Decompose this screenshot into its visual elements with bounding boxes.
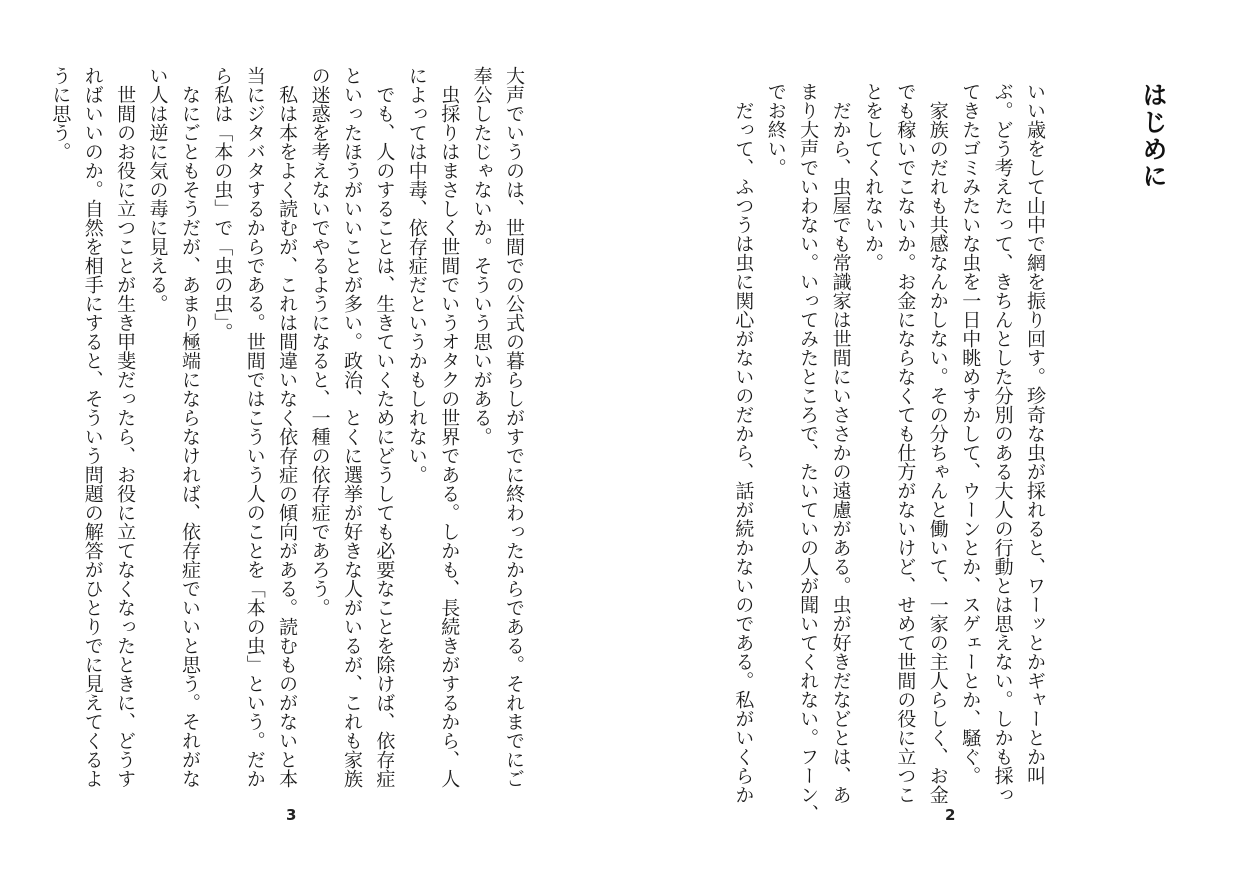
text-line: なにごともそうだが、あまり極端にならなければ、依存症でいいと思う。それがな: [178, 85, 201, 788]
text-line: ぶ。どう考えたって、きちんとした分別のある大人の行動とは思えない。しかも採っ: [991, 82, 1014, 804]
left-page-body: [44, 66, 530, 786]
right-page-body: [727, 82, 1051, 823]
text-line: でお終い。: [764, 82, 787, 177]
page-number-left: 3: [286, 806, 297, 824]
text-line: 私は本をよく読むが、これは間違いなく依存症の傾向がある。読むものがないと本: [276, 85, 299, 788]
text-line: といったほうがいいことが多い。政治、とくに選挙が好きな人がいるが、これも家族: [340, 66, 363, 788]
text-line: でも稼いでこないか。お金にならなくても仕方がないけど、せめて世間の役に立つこ: [894, 82, 917, 804]
text-line: だから、虫屋でも常識家は世間にいささかの遠慮がある。虫が好きだなどとは、あ: [829, 101, 852, 804]
text-line: の迷惑を考えないでやるようになると、一種の依存症であろう。: [308, 66, 331, 617]
text-line: うに思う。: [49, 66, 72, 161]
chapter-title: はじめに: [1139, 82, 1168, 190]
text-line: 家族のだれも共感なんかしない。その分ちゃんと働いて、一家の主人らしく、お金: [926, 101, 949, 804]
text-line: ればいいのか。自然を相手にすると、そういう問題の解答がひとりでに見えてくるよ: [81, 66, 104, 788]
text-line: ら私は「本の虫」で「虫の虫」。: [211, 66, 234, 342]
page-number-right: 2: [945, 806, 956, 824]
text-line: いい歳をして山中で網を振り回す。珍奇な虫が採れると、ワーッとかギャーとか叫: [1024, 82, 1046, 785]
text-line: によっては中毒、依存症だというかもしれない。: [405, 66, 428, 484]
text-line: とをしてくれないか。: [861, 82, 884, 272]
text-line: 奉公したじゃないか。そういう思いがある。: [470, 66, 493, 446]
text-line: だって、ふつうは虫に関心がないのだから、話が続かないのである。私がいくらか: [732, 101, 755, 804]
text-line: てきたゴミみたいな虫を一日中眺めすかして、ウーンとか、スゲェーとか、騒ぐ。: [959, 82, 982, 785]
text-line: 虫採りはまさしく世間でいうオタクの世界である。しかも、長続きがするから、人: [438, 85, 461, 788]
right-page: [620, 0, 1241, 875]
text-line: 大声でいうのは、世間での公式の暮らしがすでに終わったからである。それまでにご: [503, 66, 525, 788]
text-line: 当にジタバタするからである。世間ではこういう人のことを「本の虫」という。だか: [243, 66, 266, 788]
left-page: [0, 0, 620, 875]
text-line: でも、人のすることは、生きていくためにどうしても必要なことを除けば、依存症: [373, 85, 396, 788]
text-line: い人は逆に気の毒に見える。: [146, 66, 169, 313]
text-line: まり大声でいわない。いってみたところで、たいていの人が聞いてくれない。フーン、: [797, 82, 820, 823]
text-line: 世間のお役に立つことが生き甲斐だったら、お役に立てなくなったときに、どうす: [114, 85, 137, 788]
